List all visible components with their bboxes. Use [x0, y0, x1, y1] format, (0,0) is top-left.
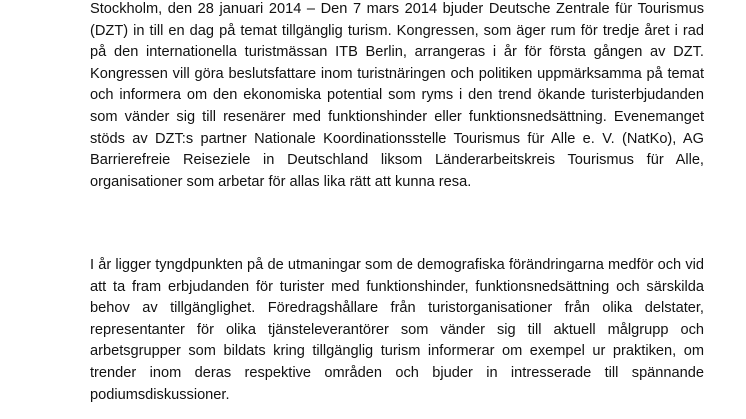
paragraph-intro: Stockholm, den 28 januari 2014 – Den 7 mars 2014 bjuder Deutsche Zentrale für Tourismus (DZT) in till en dag på temat tillgänglig turism. Kongressen, som äger rum för tredje året i rad på den internationella turistmässan ITB Berlin, arrangeras i år för första gången av DZT. Kongressen vill göra beslutsfattare inom turistnäringen och politiken uppmärksamma på temat och informera om den ekonomiska potential som ryms i den trend ökande turisterbjudanden som vänder sig till resenärer med funktionshinder eller funktionsnedsättning. Evenemanget stöds av DZT:s partner Nationale Koordinationsstelle Tourismus für Alle e. V. (NatKo), AG Barrierefreie Reiseziele in Deutschland liksom Länderarbeitskreis Tourismus für Alle, organisationer som arbetar för allas lika rätt att kunna resa.: [90, 1, 704, 190]
paragraph-focus: I år ligger tyngdpunkten på de utmaningar som de demografiska förändringarna medför och vid att ta fram erbjudanden för turister med funktionshinder, funktionsnedsättning och särskilda behov av tillgänglighet. Föredragshållare från turistorganisationer från olika delstater, representanter för olika tjänsteleverantörer som vänder sig till aktuell målgrupp och arbetsgrupper som bildats kring tillgänglig turism informerar om exempel ur praktiken, om trender inom deras respektive områden och bjuder in intresserade till spännande podiumsdiskussioner.: [90, 257, 704, 403]
